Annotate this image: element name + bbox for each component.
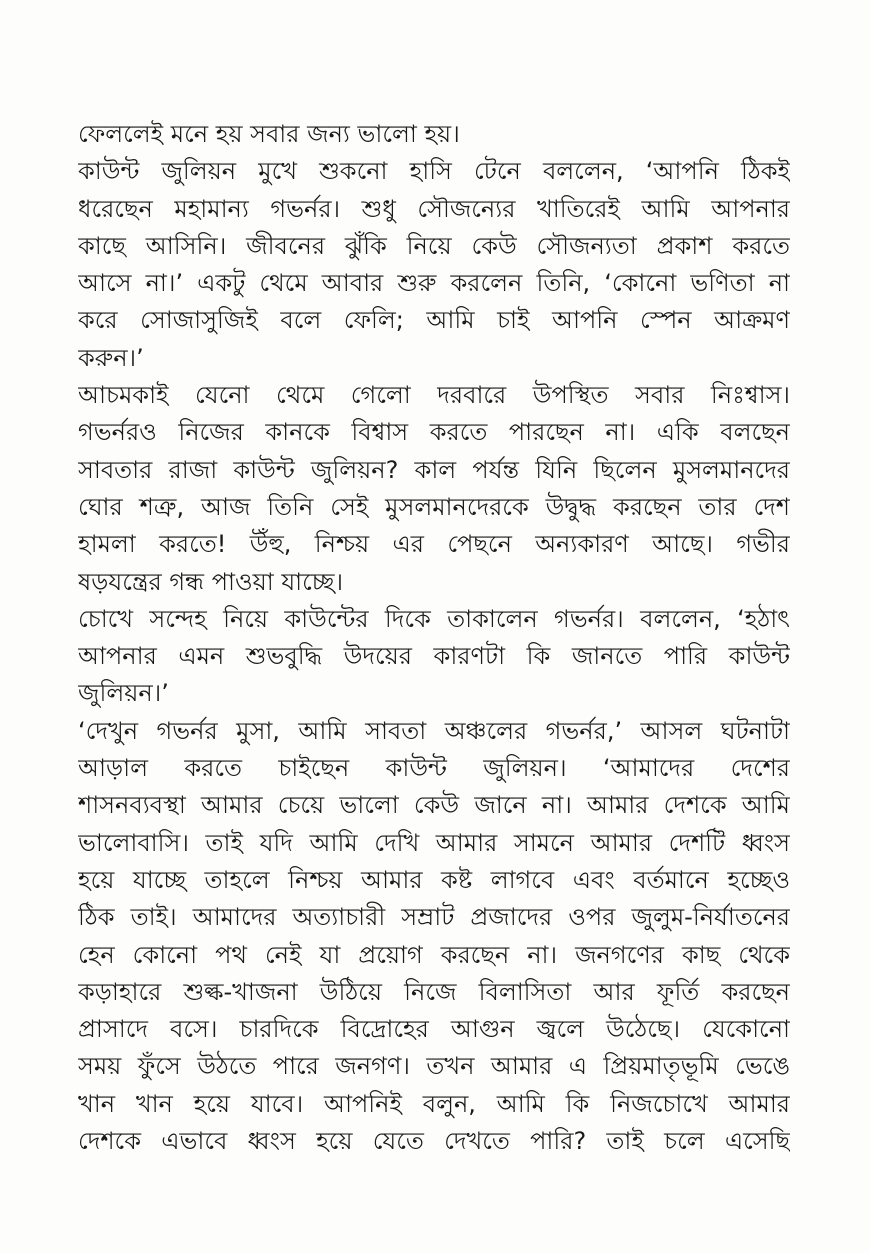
text-line: গভর্নরও নিজের কানকে বিশ্বাস করতে পারছেন না। একি বলছেন: [78, 418, 790, 447]
page-text: [78, 116, 790, 1160]
text-line: ফেললেই মনে হয় সবার জন্য ভালো হয়।: [78, 120, 460, 148]
text-line: করে সোজাসুজিই বলে ফেলি; আমি চাই আপনি স্পেন আক্রমণ: [78, 306, 790, 335]
text-line: কড়াহারে শুল্ক-খাজনা উঠিয়ে নিজে বিলাসিতা আর ফূর্তি করছেন: [78, 977, 790, 1006]
text-line: সাবতার রাজা কাউন্ট জুলিয়ন? কাল পর্যন্ত যিনি ছিলেন মুসলমানদের: [78, 455, 790, 484]
text-line: হেন কোনো পথ নেই যা প্রয়োগ করছেন না। জনগণের কাছ থেকে: [78, 940, 790, 969]
text-line: সময় ফুঁসে উঠতে পারে জনগণ। তখন আমার এ প্রিয়মাতৃভূমি ভেঙে: [78, 1052, 790, 1081]
text-line: ঠিক তাই। আমাদের অত্যাচারী সম্রাট প্রজাদের ওপর জুলুম-নির্যাতনের: [78, 903, 790, 932]
text-line: চোখে সন্দেহ নিয়ে কাউন্টের দিকে তাকালেন গভর্নর। বললেন, ‘হঠাৎ: [78, 604, 790, 633]
text-line: আড়াল করতে চাইছেন কাউন্ট জুলিয়ন। ‘আমাদের দেশের: [78, 754, 790, 783]
text-line: শাসনব্যবস্থা আমার চেয়ে ভালো কেউ জানে না। আমার দেশকে আমি: [78, 791, 790, 820]
text-line: আপনার এমন শুভবুদ্ধি উদয়ের কারণটা কি জানতে পারি কাউন্ট: [78, 642, 790, 671]
text-line: ষড়যন্ত্রের গন্ধ পাওয়া যাচ্ছে।: [78, 567, 344, 596]
text-line: ধরেছেন মহামান্য গভর্নর। শুধু সৌজন্যের খাতিরেই আমি আপনার: [78, 194, 790, 223]
text-line: হয়ে যাচ্ছে তাহলে নিশ্চয় আমার কষ্ট লাগবে এবং বর্তমানে হচ্ছেও: [78, 865, 790, 894]
text-line: হামলা করতে! উঁহু, নিশ্চয় এর পেছনে অন্যকারণ আছে। গভীর: [78, 530, 790, 559]
text-line: কাউন্ট জুলিয়ন মুখে শুকনো হাসি টেনে বললেন, ‘আপনি ঠিকই: [78, 157, 790, 186]
text-line: ঘোর শত্রু, আজ তিনি সেই মুসলমানদেরকে উদ্বুদ্ধ করছেন তার দেশ: [78, 492, 790, 521]
text-line: ‘দেখুন গভর্নর মুসা, আমি সাবতা অঞ্চলের গভর্নর,’ আসল ঘটনাটা: [78, 716, 790, 745]
text-line: আচমকাই যেনো থেমে গেলো দরবারে উপস্থিত সবার নিঃশ্বাস।: [78, 381, 790, 410]
text-line: করুন।’: [78, 343, 144, 372]
text-line: খান খান হয়ে যাবে। আপনিই বলুন, আমি কি নিজচোখে আমার: [78, 1089, 790, 1118]
text-line: ভালোবাসি। তাই যদি আমি দেখি আমার সামনে আমার দেশটি ধ্বংস: [78, 828, 790, 857]
text-line: কাছে আসিনি। জীবনের ঝুঁকি নিয়ে কেউ সৌজন্যতা প্রকাশ করতে: [78, 231, 790, 260]
text-line: আসে না।’ একটু থেমে আবার শুরু করলেন তিনি, ‘কোনো ভণিতা না: [78, 269, 790, 298]
text-line: প্রাসাদে বসে। চারদিকে বিদ্রোহের আগুন জ্বলে উঠেছে। যেকোনো: [78, 1015, 790, 1044]
text-line: দেশকে এভাবে ধ্বংস হয়ে যেতে দেখতে পারি? তাই চলে এসেছি: [78, 1127, 790, 1156]
text-line: জুলিয়ন।’: [78, 679, 169, 708]
